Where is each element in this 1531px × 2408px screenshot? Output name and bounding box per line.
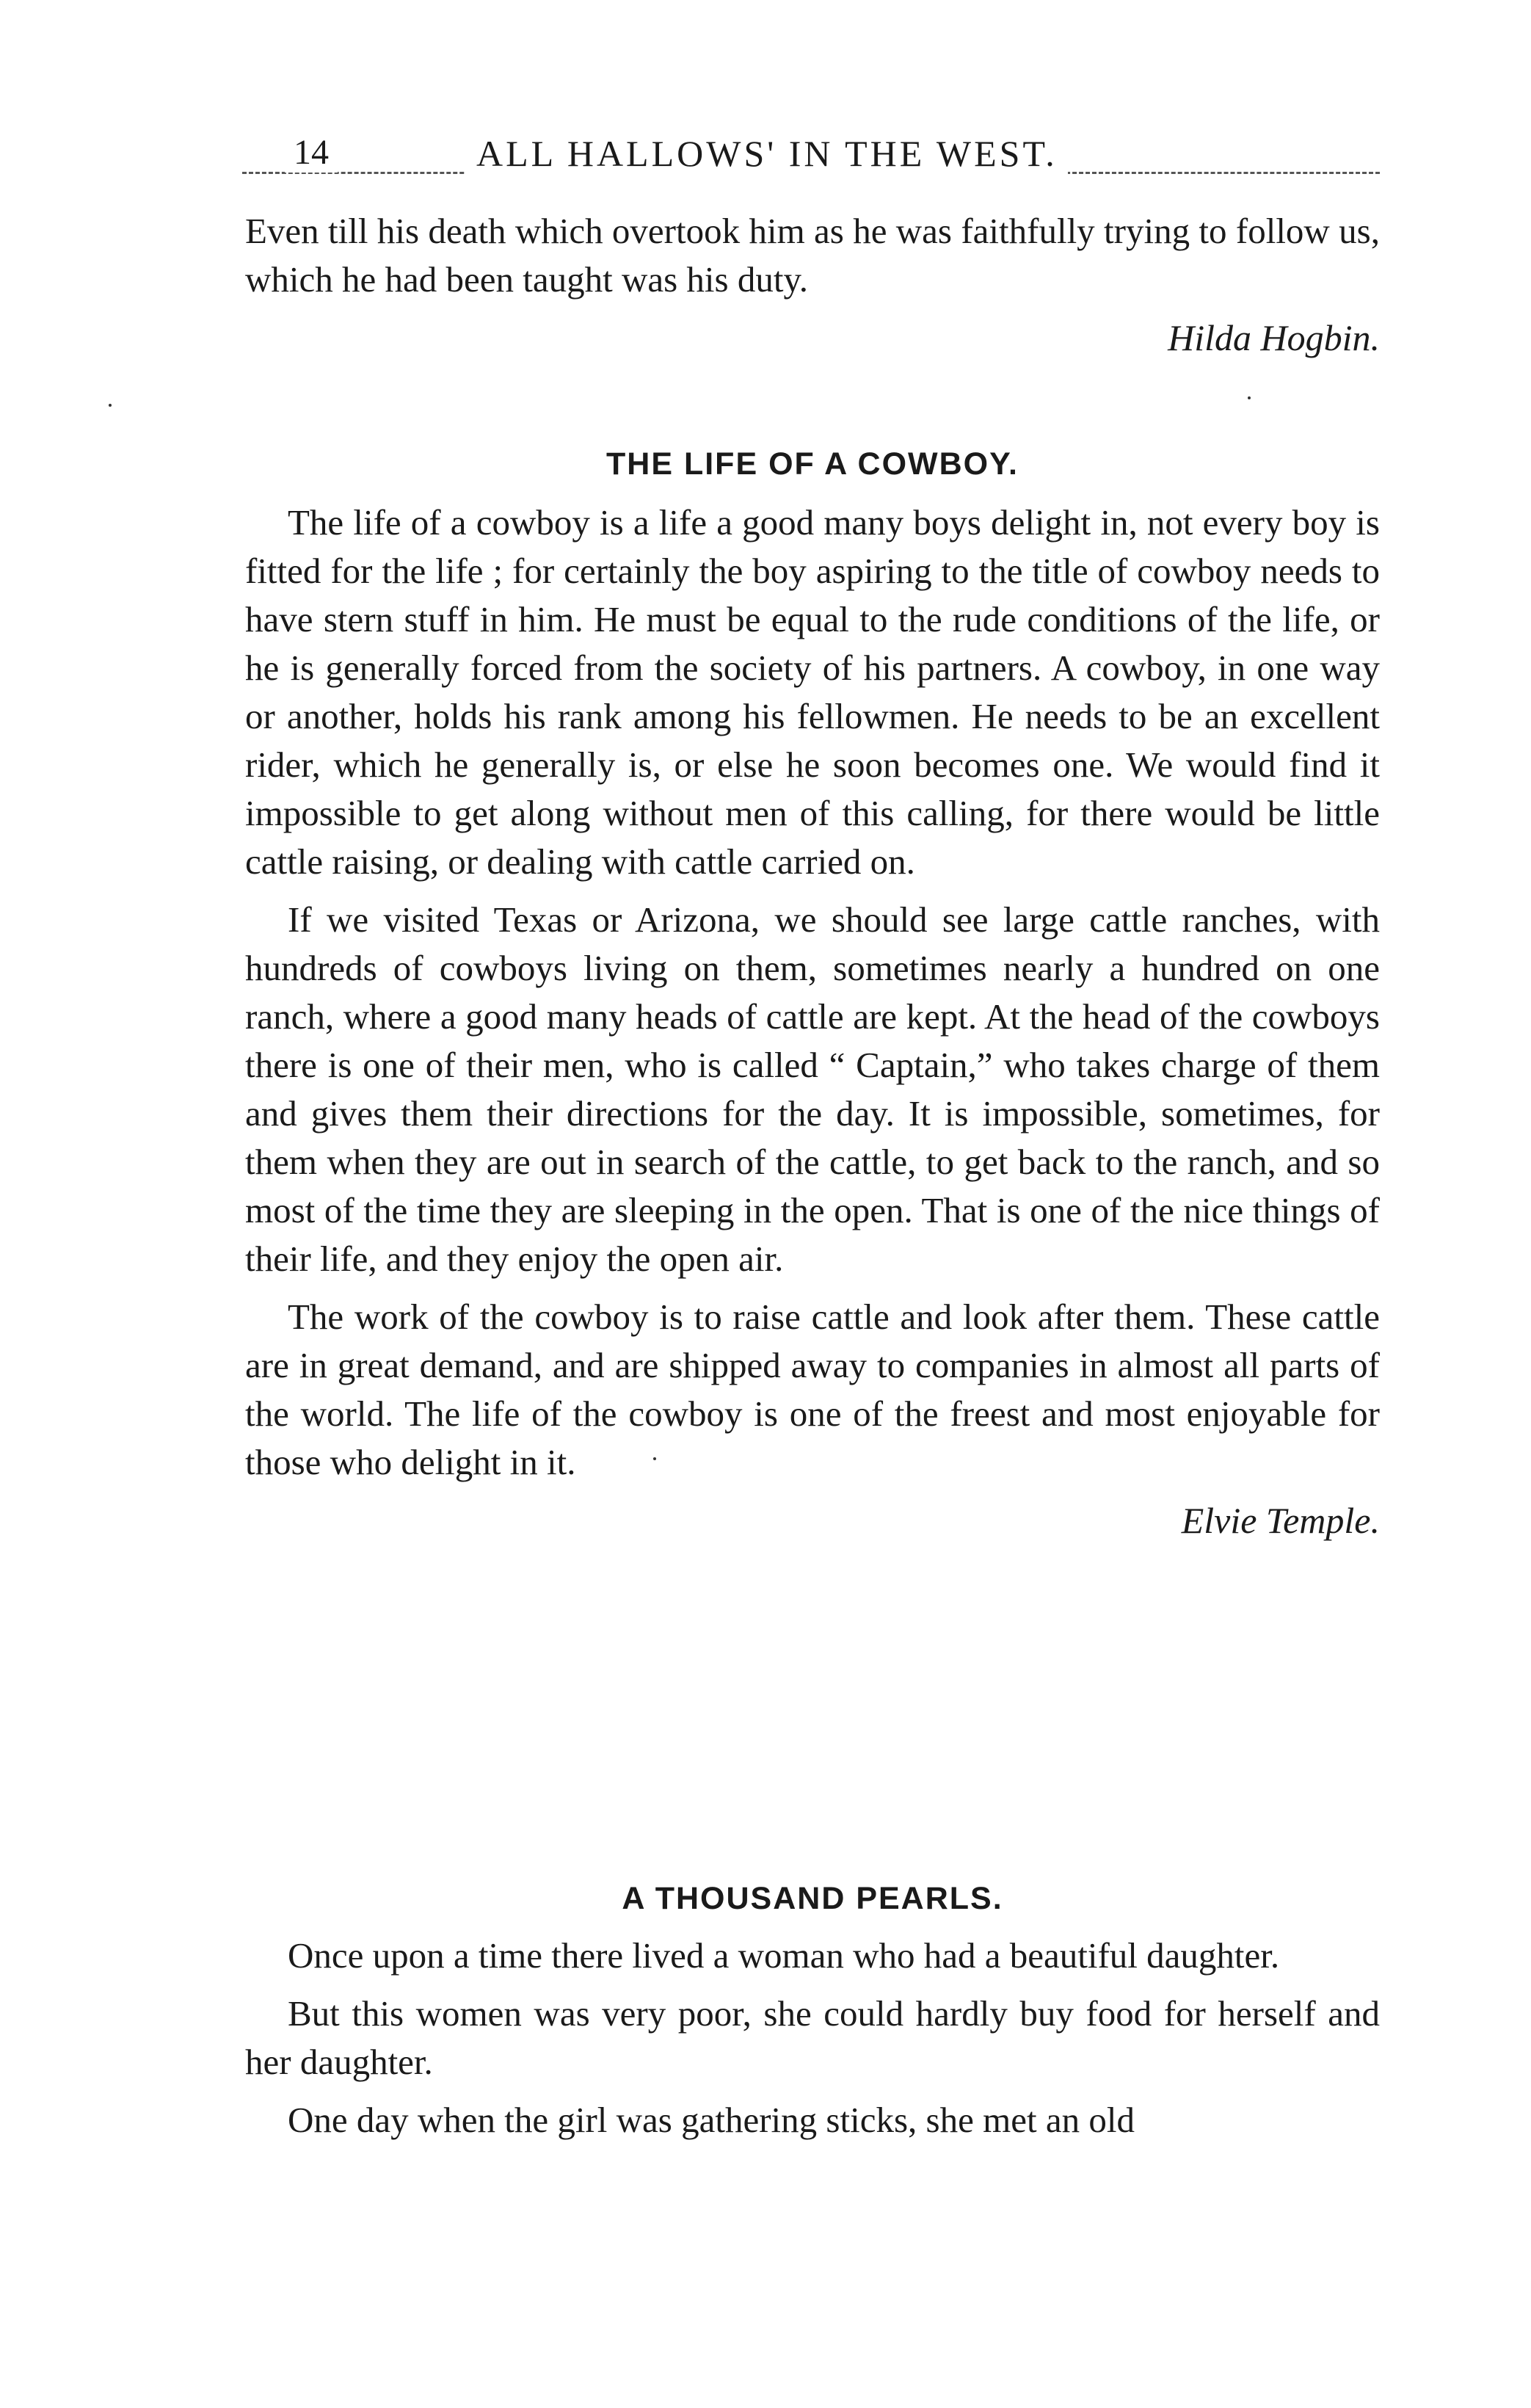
signature-elvie-temple: Elvie Temple.	[1181, 1500, 1380, 1541]
page-number: 14	[285, 132, 338, 173]
cowboy-paragraph-1: The life of a cowboy is a life a good many boys delight in, not every boy is fitted for the life ; for certainly the boy aspiring to the title of cowboy needs to have stern stuff in him. He must be equal to the rude conditions of the life, or he is generally forced from the society of his partners. A cowboy, in one way or another, holds his rank among his fellowmen. He needs to be an excellent rider, which he generally is, or else he soon becomes one. We would find it impossible to get along without men of this calling, for there would be little cattle raising, or dealing with cattle carried on.	[245, 502, 1380, 882]
cowboy-paragraph-2: If we visited Texas or Arizona, we should see large cattle ranches, with hundreds of cowboys living on them, sometimes nearly a hundred on one ranch, where a good many heads of cattle are kept. At the head of the cowboys there is one of their men, who is called “ Captain,” who takes charge of them and gives them their directions for the day. It is impossible, sometimes, for them when they are out in search of the cattle, to get back to the ranch, and so most of the time they are sleeping in the open. That is one of the nice things of their life, and they enjoy the open air.	[245, 899, 1380, 1279]
pearls-paragraph-2: But this women was very poor, she could hardly buy food for herself and her daughter.	[245, 1993, 1380, 2082]
article-title-cowboy: THE LIFE OF A COWBOY.	[606, 446, 1019, 482]
pearls-paragraph-3: One day when the girl was gathering sticks, she met an old	[288, 2100, 1135, 2140]
article-title-pearls: A THOUSAND PEARLS.	[622, 1881, 1003, 1916]
print-speck	[1248, 396, 1251, 399]
signature-hilda-hogbin: Hilda Hogbin.	[1168, 317, 1380, 358]
cowboy-article	[245, 446, 1380, 1545]
continuation-paragraph: Even till his death which overtook him as he was faithfully trying to follow us, which he had been taught was his duty.	[245, 211, 1380, 300]
page-header	[242, 132, 1380, 184]
print-speck	[109, 404, 112, 407]
pearls-paragraph-1: Once upon a time there lived a woman who had a beautiful daughter.	[288, 1935, 1280, 1976]
running-title: ALL HALLOWS' IN THE WEST.	[466, 132, 1068, 175]
continuation-section	[245, 207, 1380, 362]
print-speck	[653, 1457, 656, 1460]
cowboy-paragraph-3: The work of the cowboy is to raise cattle and look after them. These cattle are in great demand, and are shipped away to companies in almost all parts of the world. The life of the cowboy is one of the freest and most enjoyable for those who delight in it.	[245, 1297, 1380, 1482]
pearls-article	[245, 1881, 1380, 2154]
